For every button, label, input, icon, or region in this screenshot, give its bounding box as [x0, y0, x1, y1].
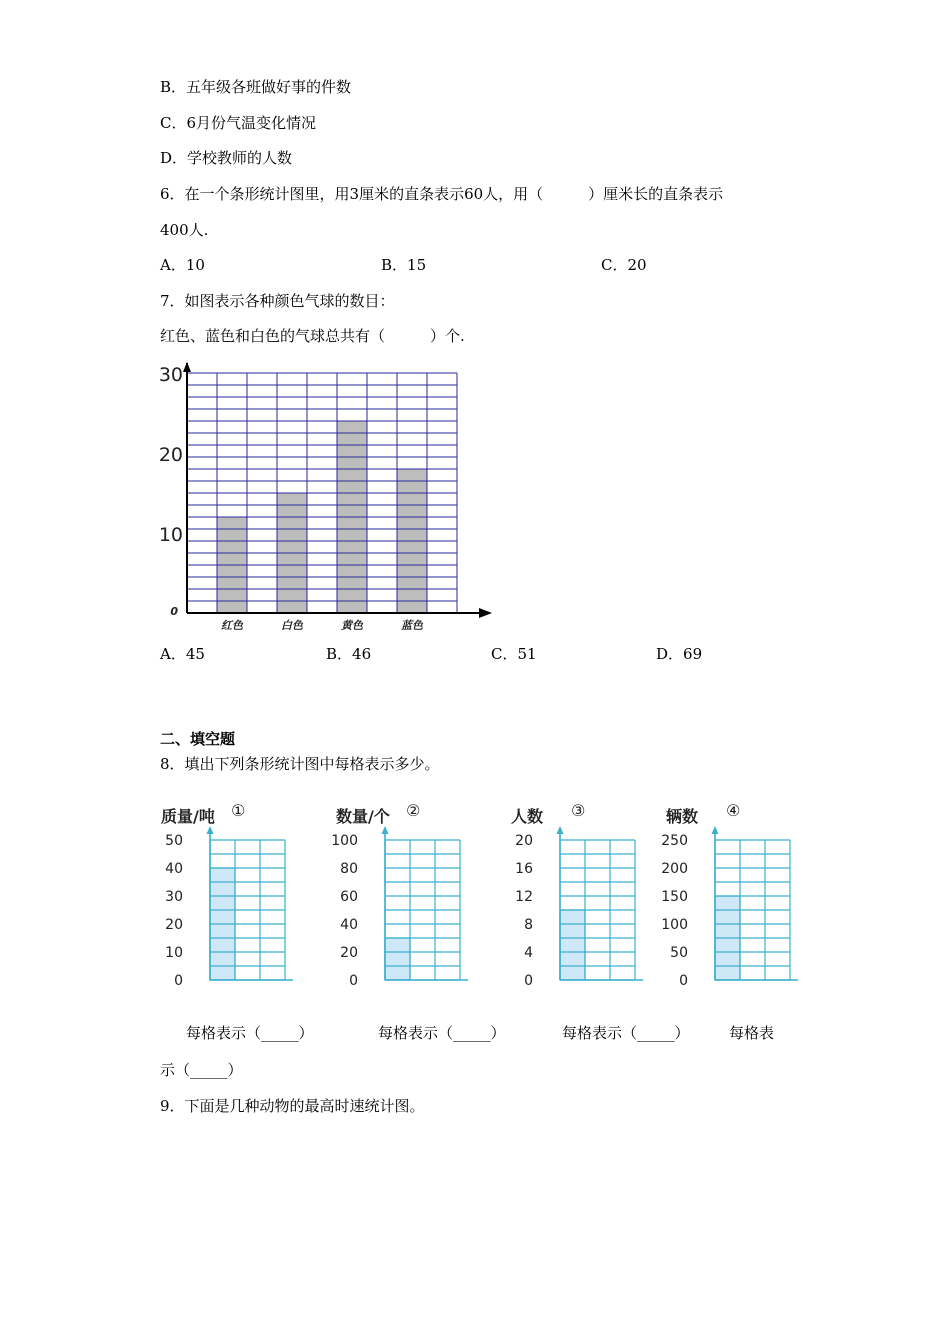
y-tick-label: 50 — [670, 945, 688, 961]
q7-option-b: B．46 — [326, 645, 372, 663]
chart-ylabel: 数量/个 — [336, 807, 390, 826]
y-tick-label: 40 — [340, 917, 358, 933]
q7-text-line2: 红色、蓝色和白色的气球总共有（ ）个. — [160, 327, 465, 345]
y-tick-label: 0 — [174, 973, 183, 989]
balloon-bar-chart — [150, 358, 500, 638]
y-tick-label: 80 — [340, 861, 358, 877]
q7-option-a: A．45 — [160, 645, 205, 663]
y-tick-label: 0 — [170, 605, 178, 618]
y-tick-label: 10 — [158, 524, 183, 546]
x-tick-label: 蓝色 — [401, 619, 423, 632]
q5-option-b: B．五年级各班做好事的件数 — [160, 78, 352, 96]
y-tick-label: 40 — [165, 861, 183, 877]
q6-option-b: B．15 — [381, 256, 427, 274]
y-tick-label: 100 — [331, 833, 358, 849]
y-axis-arrow — [382, 826, 389, 834]
y-tick-label: 20 — [515, 833, 533, 849]
chart-marker: ① — [231, 801, 246, 820]
mini-chart-4 — [660, 798, 820, 998]
y-tick-label: 8 — [524, 917, 533, 933]
q8-blank-3[interactable]: 每格表示（_____） — [562, 1024, 690, 1042]
y-tick-label: 100 — [661, 917, 688, 933]
y-axis-arrow — [712, 826, 719, 834]
q8-blank-2[interactable]: 每格表示（_____） — [378, 1024, 506, 1042]
y-tick-label: 0 — [679, 973, 688, 989]
y-tick-label: 4 — [524, 945, 533, 961]
chart-marker: ③ — [571, 801, 586, 820]
mini-chart-1 — [155, 798, 315, 998]
y-tick-label: 0 — [524, 973, 533, 989]
section-title-fill-in: 二、填空题 — [160, 730, 236, 748]
y-axis-arrow — [557, 826, 564, 834]
y-tick-label: 20 — [340, 945, 358, 961]
q6-option-a: A．10 — [160, 256, 205, 274]
chart-ylabel: 质量/吨 — [161, 807, 215, 826]
y-tick-label: 12 — [515, 889, 533, 905]
mini-chart-2 — [330, 798, 490, 998]
q5-option-c: C．6月份气温变化情况 — [160, 114, 317, 132]
chart-marker: ④ — [726, 801, 741, 820]
y-tick-label: 200 — [661, 861, 688, 877]
q7-text-line1: 7．如图表示各种颜色气球的数目： — [160, 292, 395, 310]
y-tick-label: 0 — [349, 973, 358, 989]
q8-text: 8．填出下列条形统计图中每格表示多少。 — [160, 755, 440, 773]
y-tick-label: 50 — [165, 833, 183, 849]
q9-text: 9．下面是几种动物的最高时速统计图。 — [160, 1097, 425, 1115]
q6-text-line1: 6．在一个条形统计图里，用3厘米的直条表示60人，用（ ）厘米长的直条表示 — [160, 185, 724, 203]
x-tick-label: 白色 — [281, 619, 303, 632]
q7-option-d: D．69 — [656, 645, 703, 663]
chart-ylabel: 辆数 — [666, 807, 699, 826]
y-axis-arrow — [183, 362, 191, 372]
x-axis-arrow — [479, 608, 492, 618]
x-tick-label: 黄色 — [341, 619, 363, 632]
y-axis-arrow — [207, 826, 214, 834]
y-tick-label: 250 — [661, 833, 688, 849]
y-tick-label: 10 — [165, 945, 183, 961]
chart-ylabel: 人数 — [511, 807, 544, 826]
y-tick-label: 30 — [158, 364, 183, 386]
q8-blank-4-part1[interactable]: 每格表 — [729, 1024, 775, 1042]
q8-blank-1[interactable]: 每格表示（_____） — [186, 1024, 314, 1042]
y-tick-label: 16 — [515, 861, 533, 877]
chart-marker: ② — [406, 801, 421, 820]
q6-option-c: C．20 — [601, 256, 647, 274]
y-tick-label: 150 — [661, 889, 688, 905]
y-tick-label: 20 — [158, 444, 183, 466]
mini-chart-3 — [505, 798, 665, 998]
q7-option-c: C．51 — [491, 645, 537, 663]
q8-blank-4-part2[interactable]: 示（_____） — [160, 1061, 243, 1079]
y-tick-label: 20 — [165, 917, 183, 933]
y-tick-label: 60 — [340, 889, 358, 905]
y-tick-label: 30 — [165, 889, 183, 905]
bar — [385, 938, 410, 980]
q6-text-line2: 400人. — [160, 221, 209, 239]
q5-option-d: D．学校教师的人数 — [160, 149, 293, 167]
bar — [560, 910, 585, 980]
x-tick-label: 红色 — [221, 619, 243, 632]
